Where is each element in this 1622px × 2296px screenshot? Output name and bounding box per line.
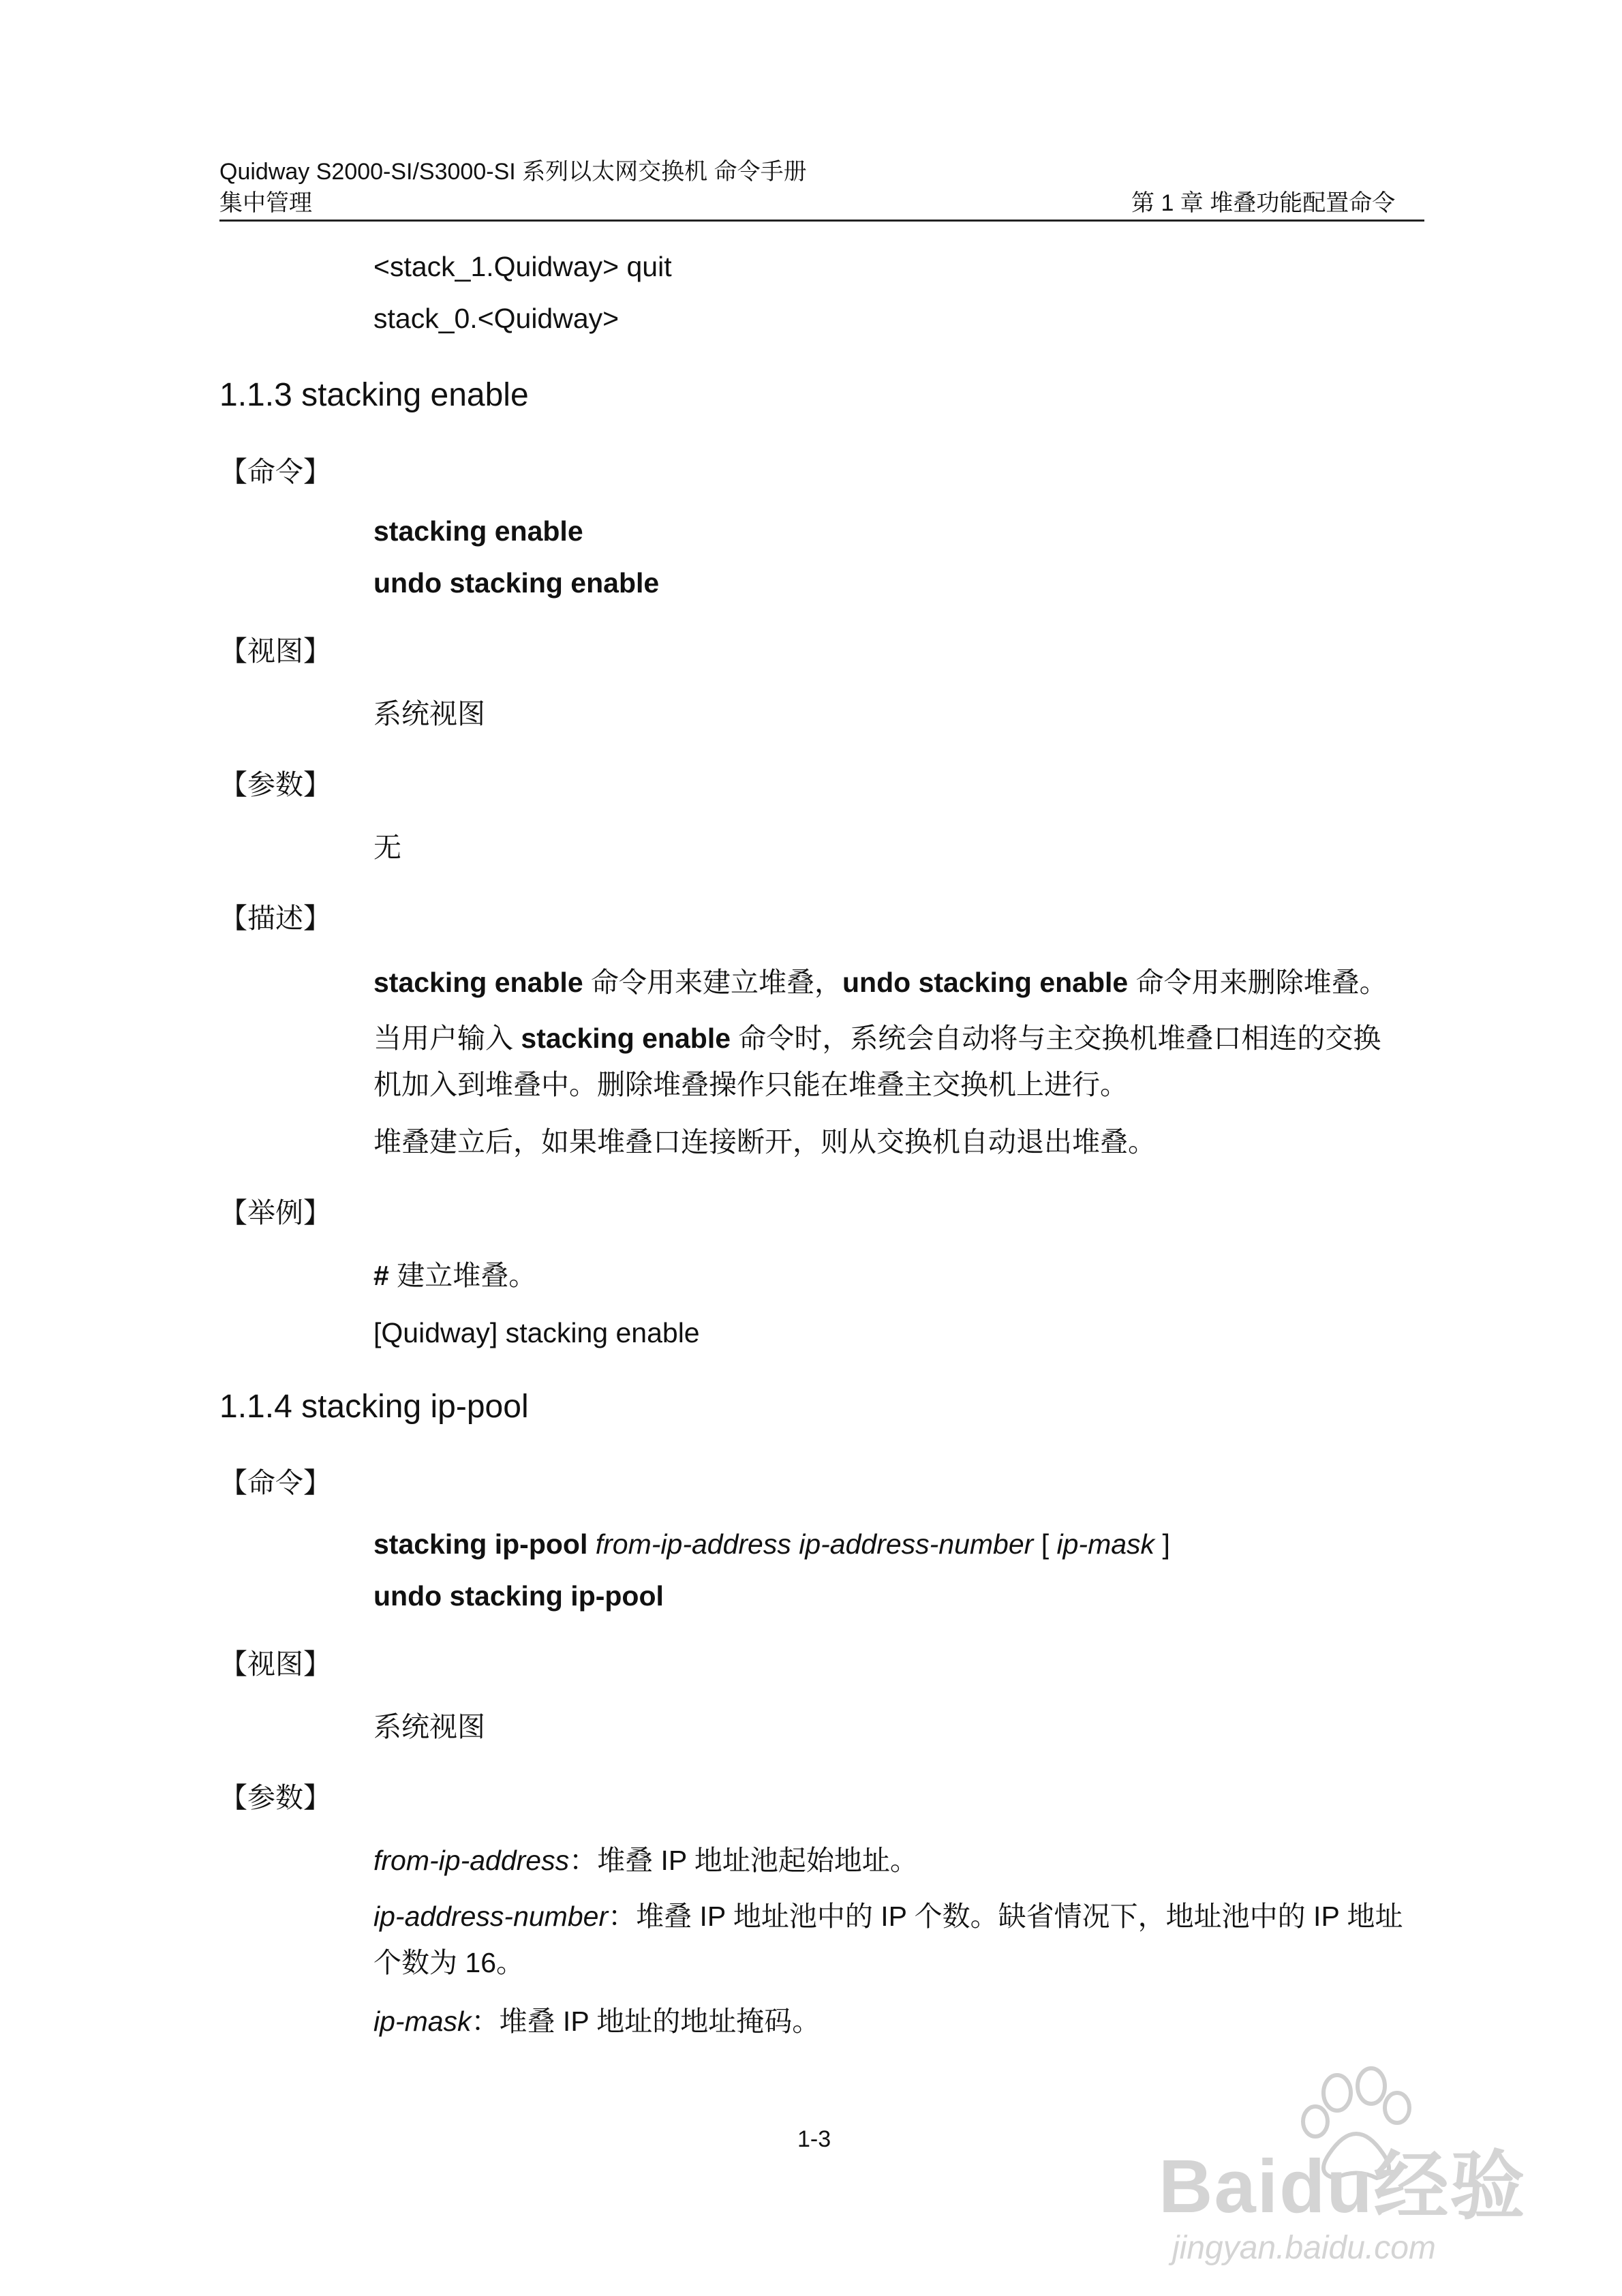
watermark (1159, 2066, 1595, 2270)
parameter: from-ip-address ip-address-number (587, 1528, 1034, 1560)
parameter: from-ip-address (373, 1845, 570, 1876)
view-text: 系统视图 (373, 1711, 485, 1742)
code-line: stack_0.<Quidway> (373, 303, 619, 334)
chapter-title: 第 1 章 堆叠功能配置命令 (1131, 190, 1396, 216)
label-description: 【描述】 (219, 903, 331, 934)
code-line: <stack_1.Quidway> quit (373, 251, 672, 282)
watermark-url: jingyan.baidu.com (1172, 2230, 1436, 2266)
text-run: ：堆叠 IP 地址池中的 IP 个数。缺省情况下，地址池中的 IP 地址 (608, 1901, 1403, 1932)
header-rule (219, 220, 1424, 222)
keyword: undo stacking enable (842, 967, 1129, 998)
text-run: ：堆叠 IP 地址池起始地址。 (569, 1845, 918, 1876)
text-run: ：堆叠 IP 地址的地址掩码。 (471, 2006, 821, 2037)
param-item (373, 1899, 1403, 1933)
label-command: 【命令】 (219, 456, 331, 487)
label-view: 【视图】 (219, 1648, 331, 1680)
description-paragraph: 堆叠建立后，如果堆叠口连接断开，则从交换机自动退出堆叠。 (373, 1126, 1156, 1158)
text-run: [ (1033, 1528, 1057, 1560)
text-run: 当用户输入 (373, 1023, 521, 1054)
description-paragraph: 机加入到堆叠中。删除堆叠操作只能在堆叠主交换机上进行。 (373, 1069, 1128, 1100)
section-label: 集中管理 (219, 190, 312, 216)
label-params: 【参数】 (219, 769, 331, 800)
view-text: 系统视图 (373, 698, 485, 729)
section-heading-113: 1.1.3 stacking enable (219, 377, 529, 413)
keyword: stacking ip-pool (373, 1528, 588, 1560)
text-run: 命令时，系统会自动将与主交换机堆叠口相连的交换 (731, 1023, 1381, 1054)
command-line: undo stacking enable (373, 567, 660, 599)
command-line: stacking enable (373, 515, 583, 547)
parameter: ip-mask (1056, 1528, 1155, 1560)
section-heading-114: 1.1.4 stacking ip-pool (219, 1389, 529, 1425)
example-code: [Quidway] stacking enable (373, 1317, 700, 1348)
example-comment (373, 1258, 536, 1293)
parameter: ip-address-number (373, 1901, 609, 1932)
label-view: 【视图】 (219, 635, 331, 667)
parameter: ip-mask (373, 2006, 472, 2037)
params-text: 无 (373, 832, 401, 863)
label-example: 【举例】 (219, 1197, 331, 1228)
command-line (373, 1527, 1170, 1561)
description-paragraph (373, 965, 1388, 999)
description-paragraph (373, 1021, 1381, 1055)
label-params: 【参数】 (219, 1782, 331, 1813)
text-run: ] (1154, 1528, 1170, 1560)
page-number: 1-3 (797, 2126, 831, 2152)
document-title: Quidway S2000-SI/S3000-SI 系列以太网交换机 命令手册 (219, 159, 807, 185)
param-item-continued: 个数为 16。 (373, 1947, 524, 1978)
label-command: 【命令】 (219, 1467, 331, 1498)
command-line: undo stacking ip-pool (373, 1580, 664, 1612)
text-run: 命令用来删除堆叠。 (1128, 967, 1388, 998)
text-run: 命令用来建立堆叠， (583, 967, 843, 998)
text-run: 建立堆叠。 (388, 1260, 537, 1291)
param-item (373, 1843, 918, 1877)
param-item (373, 2004, 820, 2038)
watermark-logo: Baidu经验 (1159, 2145, 1527, 2229)
keyword: stacking enable (521, 1023, 731, 1054)
keyword: stacking enable (373, 967, 583, 998)
comment-marker: # (373, 1260, 389, 1291)
